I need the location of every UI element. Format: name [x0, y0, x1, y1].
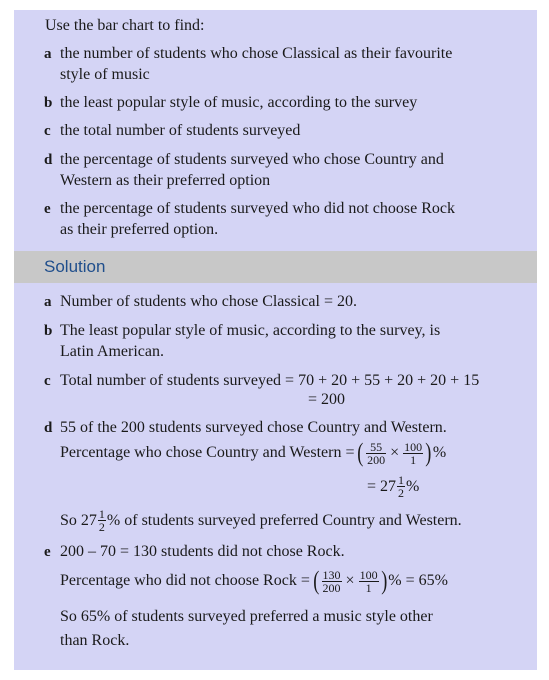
question-e-line2: as their preferred option.: [60, 221, 219, 238]
solution-d-result-value: = 27: [367, 477, 397, 495]
solution-e-label: e: [44, 544, 51, 560]
solution-d-label: d: [44, 420, 53, 436]
fraction-denominator: 2: [98, 520, 105, 534]
solution-header-bar: [14, 251, 537, 283]
question-d-line1: the percentage of students surveyed who chose Country and: [60, 151, 444, 168]
fraction-numerator: 100: [404, 439, 423, 454]
fraction-numerator: 130: [322, 567, 341, 582]
fraction-denominator: 200: [367, 452, 386, 467]
solution-e-pct-prefix: Percentage who did not choose Rock =: [60, 572, 310, 589]
fraction-denominator: 1: [365, 580, 372, 595]
question-a-line1: the number of students who chose Classical as their favourite: [60, 45, 453, 62]
fraction-denominator: 1: [410, 452, 417, 467]
solution-d-half-fraction: [397, 474, 405, 499]
question-intro: Use the bar chart to find:: [45, 17, 205, 34]
fraction-denominator: 200: [322, 580, 341, 595]
question-e-label: e: [44, 201, 51, 217]
solution-e-fraction-1: [322, 569, 342, 594]
solution-d-fraction-1: [366, 441, 386, 466]
fraction-numerator: 1: [398, 473, 405, 487]
solution-d-so-suffix: % of students surveyed preferred Country and Western.: [106, 511, 462, 529]
fraction-denominator: 2: [398, 486, 405, 500]
percent-sign: %: [406, 477, 420, 495]
solution-c-line2: = 200: [308, 391, 346, 408]
solution-d-conclusion-row: [60, 508, 462, 540]
solution-a-text: Number of students who chose Classical = 20.: [60, 293, 357, 310]
question-a-label: a: [44, 46, 52, 62]
solution-title: Solution: [44, 257, 106, 276]
fraction-numerator: 100: [359, 567, 378, 582]
solution-d-so-prefix: So 27: [60, 511, 97, 529]
question-d-line2: Western as their preferred option: [60, 172, 271, 189]
solution-a-label: a: [44, 294, 52, 310]
right-paren: ): [425, 438, 432, 467]
right-paren: ): [380, 566, 387, 595]
fraction-numerator: 55: [366, 441, 386, 454]
question-a-line2: style of music: [60, 66, 150, 83]
solution-c-line1: Total number of students surveyed = 70 + 20 + 55 + 20 + 20 + 15: [60, 372, 480, 389]
solution-b-line1: The least popular style of music, according to the survey, is: [60, 322, 441, 339]
solution-e-line1: 200 – 70 = 130 students did not chose Rock.: [60, 543, 345, 560]
question-b-line1: the least popular style of music, according to the survey: [60, 94, 418, 111]
percent-sign: %: [432, 444, 447, 461]
left-paren: (: [357, 438, 364, 467]
solution-d-fraction-2: [403, 441, 423, 466]
question-d-label: d: [44, 152, 53, 168]
solution-b-label: b: [44, 323, 53, 339]
solution-e-so-line2: than Rock.: [60, 632, 130, 649]
solution-e-pct-result: % = 65%: [388, 572, 448, 589]
solution-e-percentage-row: [60, 568, 448, 600]
solution-d-percentage-row: [60, 440, 446, 472]
times-sign: ×: [390, 444, 400, 461]
question-e-line1: the percentage of students surveyed who did not choose Rock: [60, 200, 456, 217]
solution-c-label: c: [44, 373, 51, 389]
solution-d-so-half-fraction: [98, 508, 106, 533]
left-paren: (: [313, 566, 320, 595]
question-c-line1: the total number of students surveyed: [60, 122, 301, 139]
question-c-label: c: [44, 123, 51, 139]
exercise-panel: [14, 10, 537, 670]
solution-e-fraction-2: [359, 569, 379, 594]
times-sign: ×: [345, 572, 355, 589]
solution-e-so-line1: So 65% of students surveyed preferred a music style other: [60, 608, 433, 625]
solution-d-line1: 55 of the 200 students surveyed chose Country and Western.: [60, 419, 447, 436]
solution-d-pct-prefix: Percentage who chose Country and Western =: [60, 444, 355, 461]
question-b-label: b: [44, 95, 53, 111]
fraction-numerator: 1: [98, 507, 105, 521]
solution-b-line2: Latin American.: [60, 343, 164, 360]
solution-d-result-row: [367, 474, 419, 506]
